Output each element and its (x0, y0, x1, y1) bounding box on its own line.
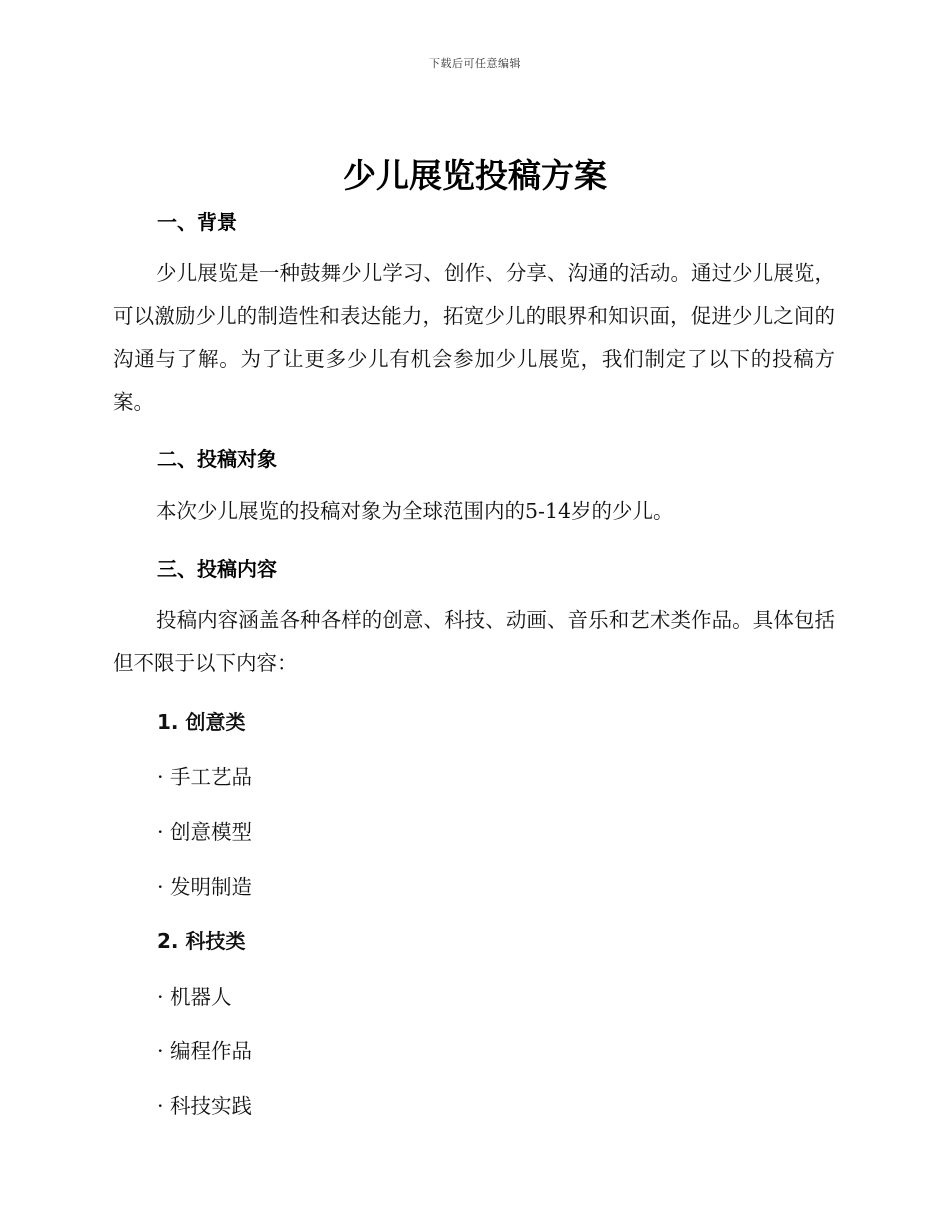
list-item: · 机器人 (157, 985, 232, 1009)
section-heading-content: 三、投稿内容 (157, 557, 277, 581)
list-item: · 发明制造 (157, 875, 253, 899)
list-item: · 科技实践 (157, 1094, 253, 1118)
background-paragraph: 少儿展览是一种鼓舞少儿学习、创作、分享、沟通的活动。通过少儿展览，可以激励少儿的制造性和表达能力，拓宽少儿的眼界和知识面，促进少儿之间的沟通与了解。为了让更多少儿有机会参加少儿展览，我们制定了以下的投稿方案。 (113, 261, 835, 414)
list-item: · 编程作品 (157, 1039, 253, 1063)
category-title-technology: 2. 科技类 (157, 929, 246, 953)
target-paragraph: 本次少儿展览的投稿对象为全球范围内的5-14岁的少儿。 (156, 499, 674, 523)
header-note: 下载后可任意编辑 (429, 57, 521, 70)
section-heading-target: 二、投稿对象 (157, 447, 277, 471)
category-title-creative: 1. 创意类 (157, 710, 246, 734)
document-title: 少儿展览投稿方案 (343, 156, 607, 195)
list-item: · 手工艺品 (157, 765, 253, 789)
content-paragraph: 投稿内容涵盖各种各样的创意、科技、动画、音乐和艺术类作品。具体包括但不限于以下内容： (113, 608, 835, 675)
section-heading-background: 一、背景 (157, 210, 237, 234)
list-item: · 创意模型 (157, 820, 253, 844)
